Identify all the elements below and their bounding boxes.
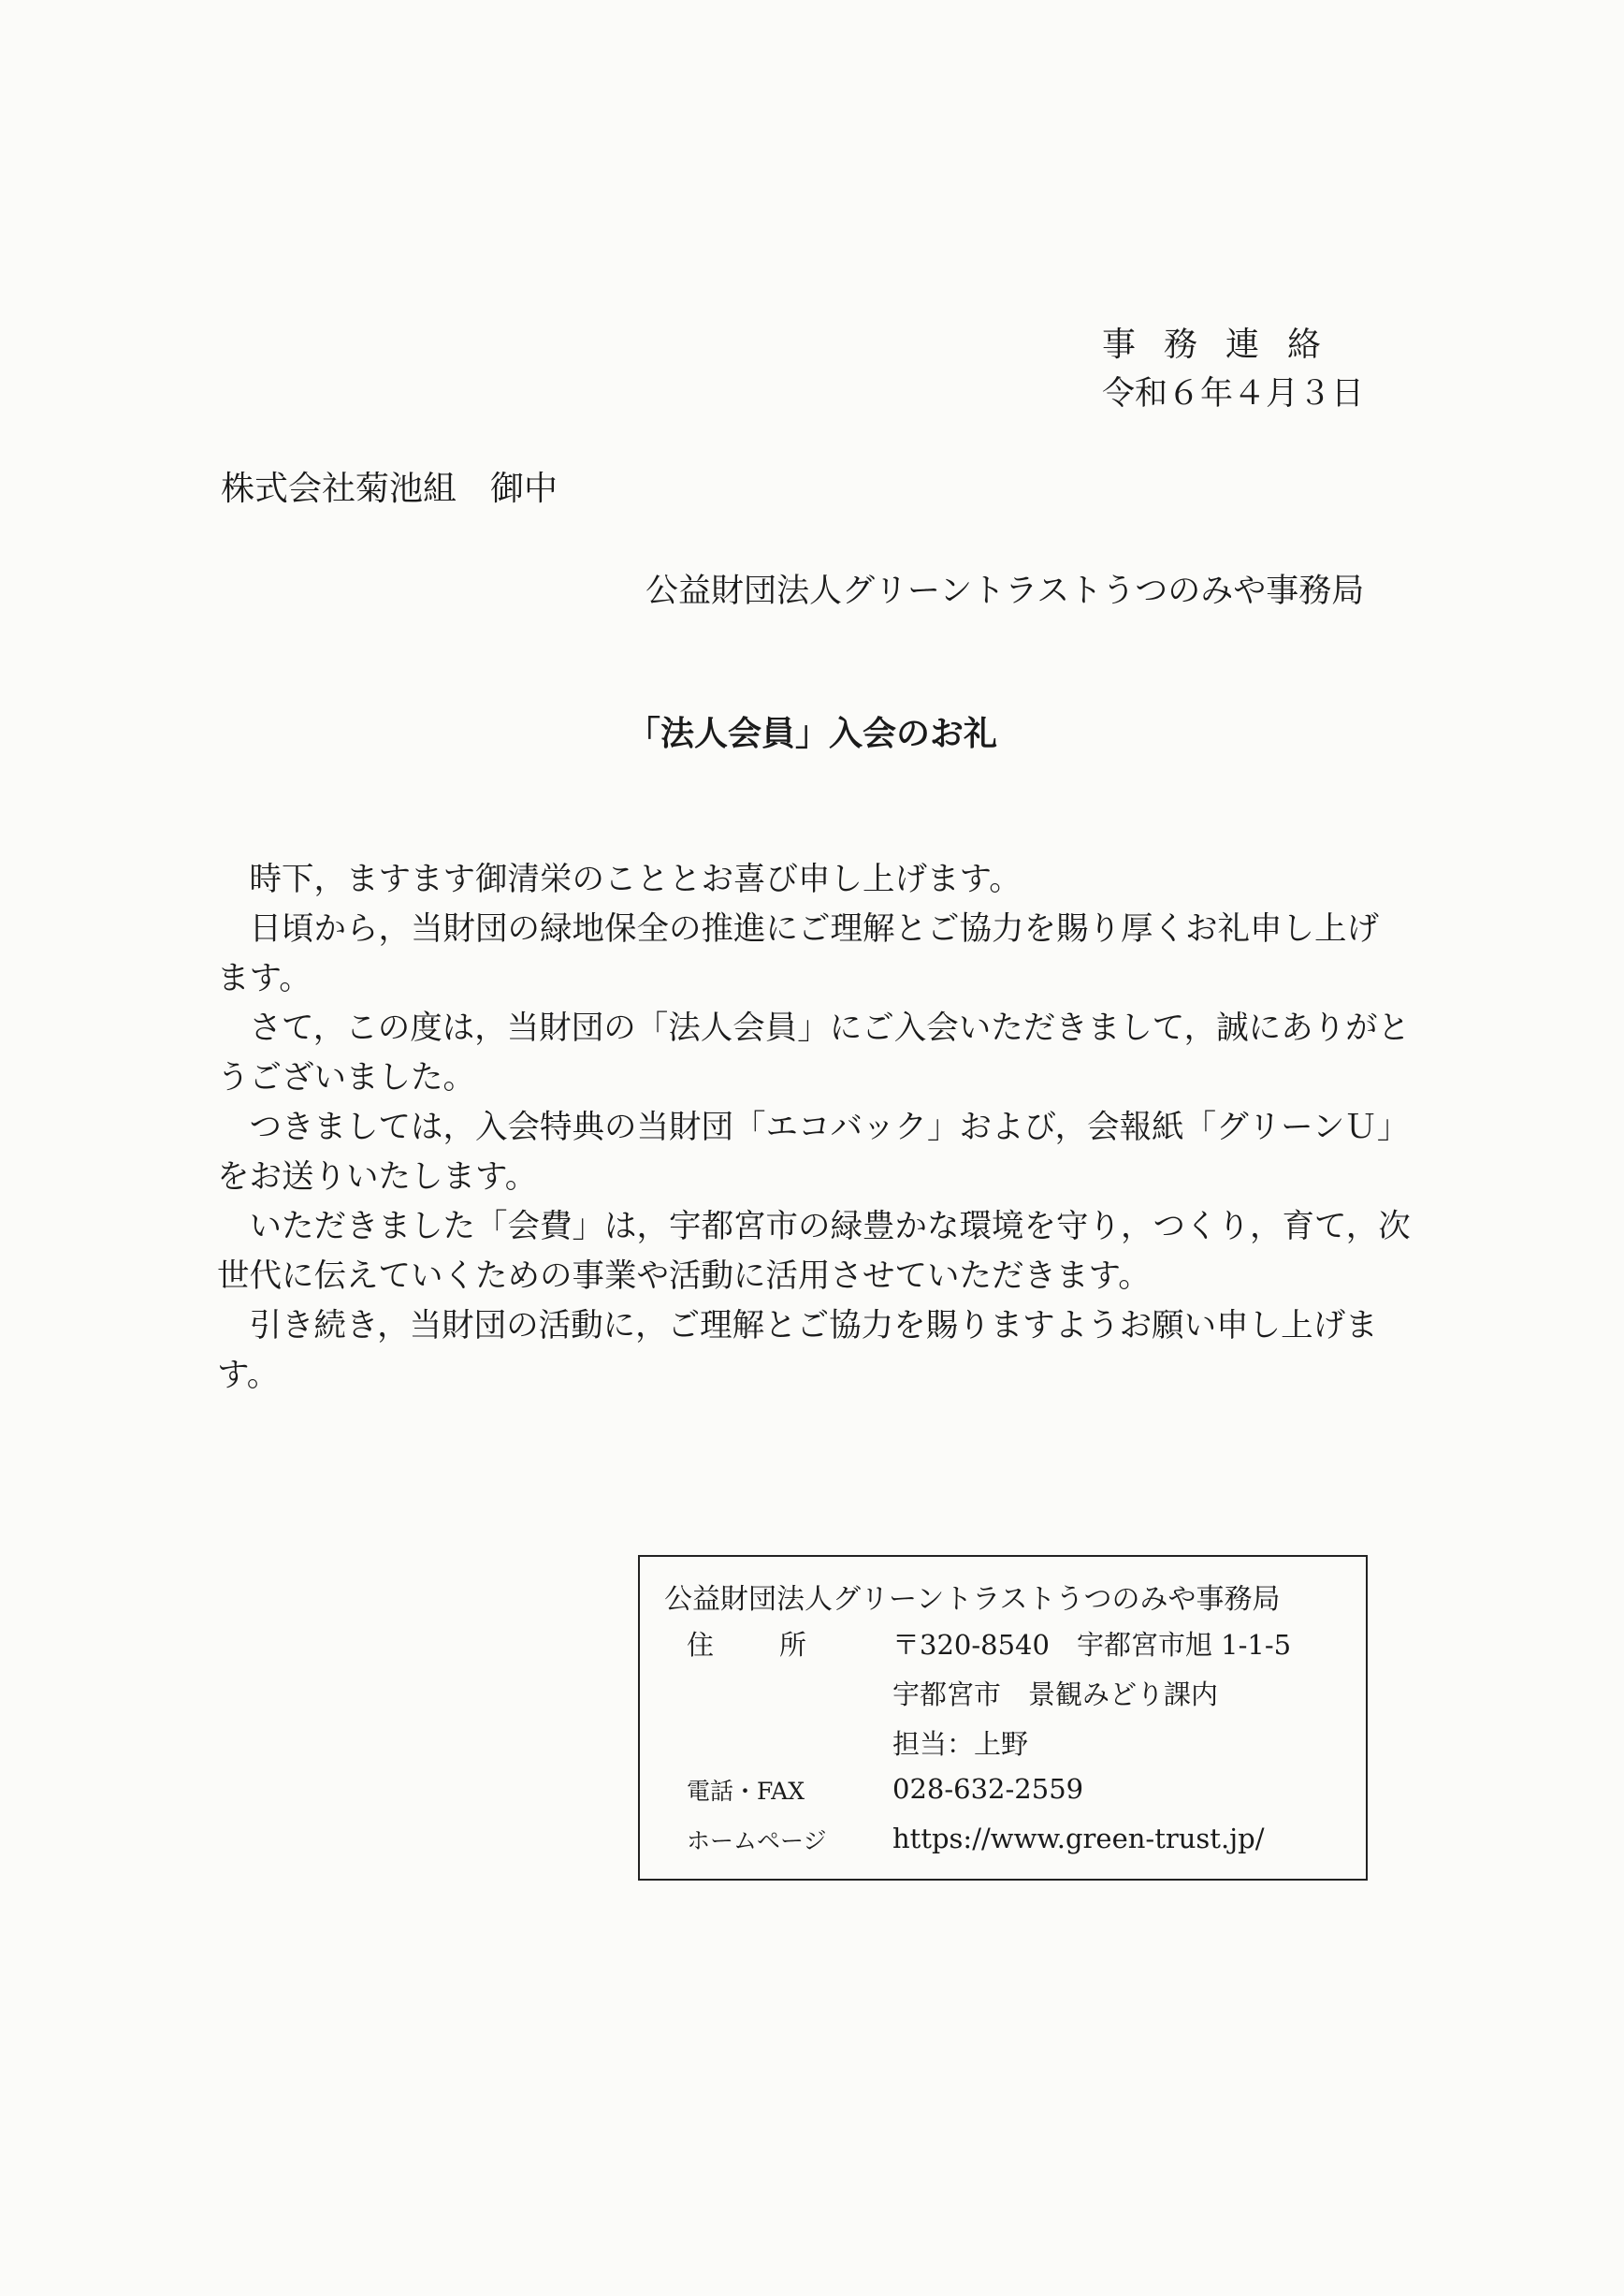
body-paragraph-benefits: つきましては，入会特典の当財団「エコバック」および，会報紙「グリーンＵ」をお送りいたします。	[217, 1109, 1410, 1196]
address-label: 住所	[687, 1629, 873, 1661]
document-type-label: 事務連絡	[1102, 326, 1350, 364]
phone-number: 028-632-2559	[892, 1773, 1084, 1805]
body-paragraph-greeting: 時下，ますます御清栄のこととお喜び申し上げます。	[249, 861, 1022, 898]
address-line-2: 宇都宮市 景観みどり課内	[892, 1678, 1219, 1710]
contact-person: 担当：上野	[892, 1728, 1029, 1760]
phone-label: 電話・FAX	[687, 1778, 805, 1805]
homepage-label: ホームページ	[687, 1827, 827, 1854]
sender-name: 公益財団法人グリーントラストうつのみや事務局	[645, 573, 1365, 610]
body-paragraph-closing: 引き続き，当財団の活動に，ご理解とご協力を賜りますようお願い申し上げます。	[217, 1307, 1378, 1394]
document-date: 令和６年４月３日	[1102, 375, 1365, 413]
body-paragraph-thanks: 日頃から，当財団の緑地保全の推進にご理解とご協力を賜り厚くお礼申し上げます。	[217, 910, 1379, 997]
body-paragraph-membership: さて，この度は，当財団の「法人会員」にご入会いただきまして，誠にありがとうございました。	[217, 1010, 1411, 1097]
body-paragraph-fees: いただきました「会費」は，宇都宮市の緑豊かな環境を守り，つくり，育て，次世代に伝えていくための事業や活動に活用させていただきます。	[217, 1208, 1411, 1295]
contact-box	[638, 1555, 1368, 1881]
recipient-name: 株式会社菊池組 御中	[221, 470, 558, 508]
address-line-1: 〒320-8540 宇都宮市旭 1-1-5	[892, 1629, 1292, 1661]
contact-organization: 公益財団法人グリーントラストうつのみや事務局	[664, 1583, 1281, 1616]
homepage-link[interactable]: https://www.green-trust.jp/	[892, 1823, 1265, 1854]
letter-title: 「法人会員」入会のお礼	[626, 715, 997, 753]
letter-body	[217, 855, 1411, 1401]
